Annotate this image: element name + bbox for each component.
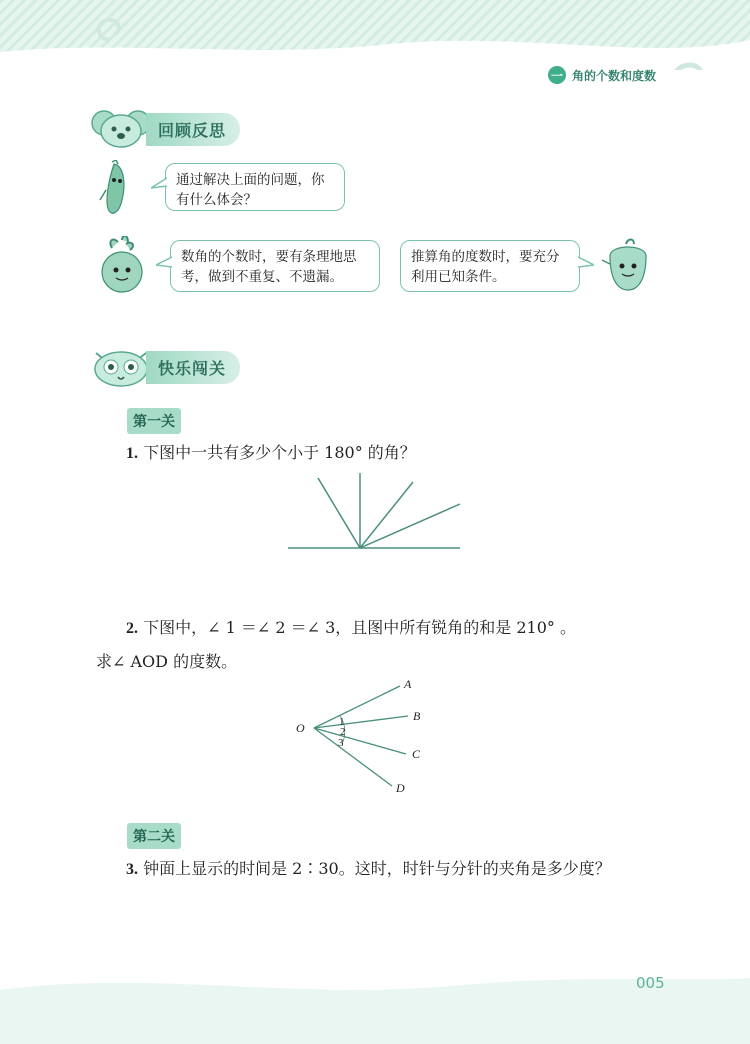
ray-oc [314, 728, 406, 754]
question-2-line2: 求∠ AOD 的度数。 [96, 652, 238, 671]
question-2-line1: 下图中，∠ 1 ＝∠ 2 ＝∠ 3，且图中所有锐角的和是 210° 。 [143, 618, 576, 637]
chapter-title: 角的个数和度数 [572, 68, 657, 83]
diagram-2-angles [292, 676, 432, 800]
diagram-1-ray [318, 478, 360, 548]
bubble-tail-icon [578, 255, 594, 271]
koala-mascot-icon [90, 109, 152, 149]
challenge-title: 快乐闯关 [146, 351, 240, 384]
header-band [0, 0, 750, 70]
ray-ob [314, 716, 408, 728]
review-title: 回顾反思 [146, 113, 240, 146]
bubble-tail-icon [156, 255, 172, 271]
question-3 [126, 857, 611, 882]
level-2-tag: 第二关 [127, 823, 181, 849]
diagram-1-rays [280, 468, 470, 558]
diagram-1-ray [360, 504, 460, 548]
diagram-1-ray [360, 482, 413, 548]
question-1-text: 下图中一共有多少个小于 180° 的角？ [143, 443, 416, 462]
question-2-number: 2. [126, 620, 138, 637]
challenge-section-header [90, 350, 240, 384]
level-1-tag: 第一关 [127, 408, 181, 434]
chapter-number-badge: 一 [548, 66, 566, 84]
label-d: D [396, 781, 405, 795]
chapter-tag [548, 66, 656, 84]
radish-mascot-icon [96, 236, 148, 298]
angle-3-label: 3 [338, 737, 344, 749]
angle-2-label: 2 [340, 726, 346, 738]
footer-band [0, 960, 750, 1044]
page-number: 005 [636, 974, 665, 992]
question-1 [126, 441, 416, 466]
review-answer-right-bubble: 推算角的度数时，要充分利用已知条件。 [400, 240, 580, 292]
ray-od [314, 728, 392, 786]
question-3-number: 3. [126, 861, 138, 878]
pepper-mascot-icon [600, 238, 656, 296]
bubble-tail-icon [151, 176, 167, 192]
review-answer-left-bubble: 数角的个数时，要有条理地思考，做到不重复、不遗漏。 [170, 240, 380, 292]
angle-1-label: 1 [339, 716, 345, 728]
cucumber-mascot-icon [96, 160, 136, 220]
owl-mascot-icon [90, 347, 152, 387]
ray-oa [314, 686, 400, 728]
label-c: C [412, 747, 421, 761]
label-o: O [296, 721, 305, 735]
label-b: B [413, 709, 421, 723]
label-a: A [404, 677, 412, 691]
review-prompt-bubble: 通过解决上面的问题，你有什么体会？ [165, 163, 345, 211]
question-1-number: 1. [126, 445, 138, 462]
review-section-header [90, 112, 240, 146]
question-3-text: 钟面上显示的时间是 2∶30。这时，时针与分针的夹角是多少度？ [143, 859, 611, 878]
question-2 [126, 616, 576, 641]
